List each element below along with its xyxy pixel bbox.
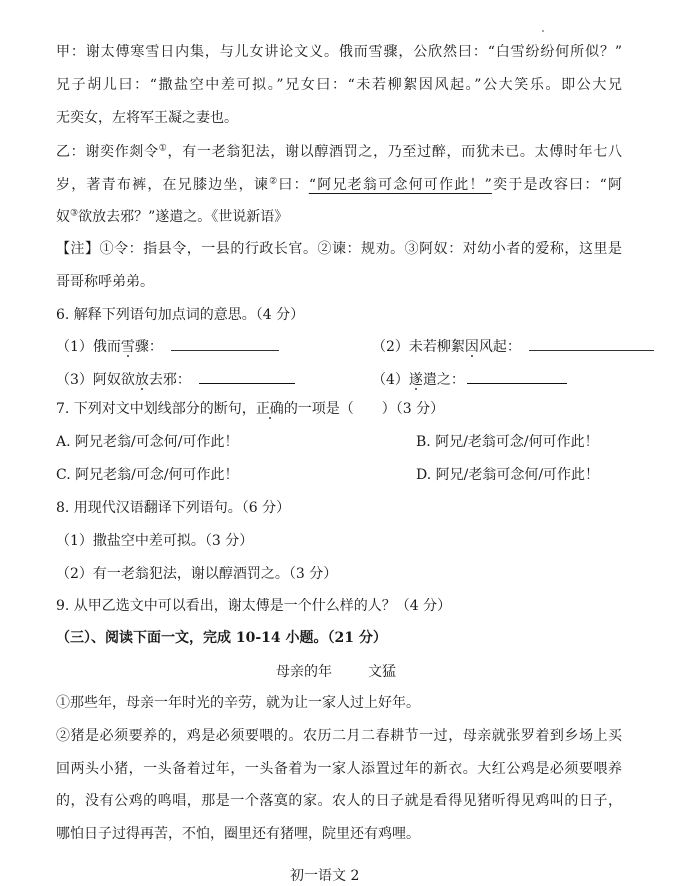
dotted-word: 因 [464,339,479,355]
q6-item-2-text: （2）未若柳絮 [372,339,465,355]
passage-yi-text: ，有一老翁犯法，谢以醇酒罚之，乃至过醉，而犹未已。太傅时年七八 [167,144,623,160]
footnote-marker-3: ③ [70,208,79,219]
question-9-stem: 9. 从甲乙选文中可以看出，谢太傅是一个什么样的人？（4 分） [56,598,452,614]
essay-paragraph-2-line-3: 的，没有公鸡的鸣唱，那是一个落寞的家。农人的日子就是看得见猪听得见鸡叫的日子， [56,793,622,809]
question-7-stem [56,397,444,421]
passage-jia-line-2: 兄子胡儿曰：“撒盐空中差可拟。”兄女曰：“未若柳絮因风起。”公大笑乐。即公大兄 [56,77,622,93]
q6-item-3-text: 去邪： [148,372,191,388]
essay-paragraph-1: ①那些年，母亲一年时光的辛劳，就为让一家人过上好年。 [56,695,420,711]
option-d[interactable]: D. 阿兄/老翁可念何/可作此！ [416,467,600,483]
q6-item-1 [56,339,163,355]
q6-item-2 [372,335,654,359]
answer-blank-3[interactable] [199,368,295,384]
essay-paragraph-2-line-2: 回两头小猪，一头备着过年，一头备着为一家人添置过年的新衣。大红公鸡是必须要喂养 [56,761,622,777]
essay-paragraph-2-line-1: ②猪是必须要养的，鸡是必须要喂的。农历二月二春耕节一过，母亲就张罗着到乡场上买 [56,728,622,744]
question-7-row-1 [56,430,622,454]
question-8-item-1: （1）撒盐空中差可拟。（3 分） [56,533,254,549]
option-b[interactable]: B. 阿兄/老翁可念/何可作此！ [416,434,599,450]
question-7-row-2 [56,463,622,487]
footnote-marker-1: ① [158,143,168,154]
passage-yi-text: 欲放去邪？”遂遣之。《世说新语》 [78,209,289,225]
question-6-row-1 [56,335,622,359]
passage-yi-text: 曰： [278,177,309,193]
notes-line-1: 【注】①令：指县令，一县的行政长官。②谏：规劝。③阿奴：对幼小者的爱称，这里是 [56,241,622,257]
q6-item-4-text: （4） [372,372,409,388]
section-3-heading: （三）、阅读下面一文，完成 10-14 小题。（21 分） [56,630,387,646]
essay-paragraph-2-line-4: 哪怕日子过得再苦，不怕，圈里还有猪哩，院里还有鸡哩。 [56,826,420,842]
question-8-item-2: （2）有一老翁犯法，谢以醇酒罚之。（3 分） [56,566,338,582]
page-footer: 初一语文 2 [290,868,360,884]
question-8-stem: 8. 用现代汉语翻译下列语句。（6 分） [56,500,291,516]
q6-item-4-text: 遣之： [422,372,465,388]
q7-stem-text: 的一项是（ ）（3 分） [283,401,445,417]
passage-yi-text: 奕于是改容曰：“阿 [491,177,622,193]
passage-yi-line-2 [56,173,622,197]
essay-title [276,660,396,684]
passage-yi-text: 乙：谢奕作剡令 [56,144,159,160]
question-6-row-2 [56,368,622,392]
q6-item-3 [56,372,191,388]
dotted-word: 正确 [255,401,284,417]
q6-item-2-text: 风起： [478,339,521,355]
underlined-sentence: “阿兄老翁可念何可作此！” [308,177,492,193]
essay-title-text: 母亲的年 [276,664,332,680]
scan-speck [542,30,544,32]
q6-item-3-text: （3）阿奴欲 [56,372,135,388]
q6-item-1-text: （1）俄而 [56,339,121,355]
answer-blank-4[interactable] [467,368,567,384]
q6-item-4 [372,368,567,392]
essay-author: 文猛 [368,664,396,680]
q7-stem-text: 7. 下列对文中划线部分的断句， [56,401,256,417]
q6-item-1-text: 骤： [134,339,163,355]
footnote-marker-2: ② [269,176,279,187]
option-c[interactable]: C. 阿兄老翁/可念/何可作此！ [56,467,239,483]
passage-jia-line-1: 甲：谢太傅寒雪日内集，与儿女讲论文义。俄而雪骤，公欣然曰：“白雪纷纷何所似？” [56,44,622,60]
answer-blank-2[interactable] [529,335,654,351]
dotted-word: 雪 [120,339,135,355]
passage-yi-line-1 [56,140,622,164]
notes-line-2: 哥哥称呼弟弟。 [56,274,154,290]
passage-yi-text: 奴 [56,209,70,225]
dotted-word: 放 [134,372,149,388]
option-a[interactable]: A. 阿兄老翁/可念何/可作此！ [56,434,239,450]
dotted-word: 遂 [408,372,423,388]
passage-yi-line-3 [56,205,288,229]
question-6-stem: 6. 解释下列语句加点词的意思。（4 分） [56,307,305,323]
passage-jia-line-3: 无奕女，左将军王凝之妻也。 [56,110,238,126]
answer-blank-1[interactable] [171,335,279,351]
passage-yi-text: 岁，著青布裤，在兄膝边坐，谏 [56,177,270,193]
